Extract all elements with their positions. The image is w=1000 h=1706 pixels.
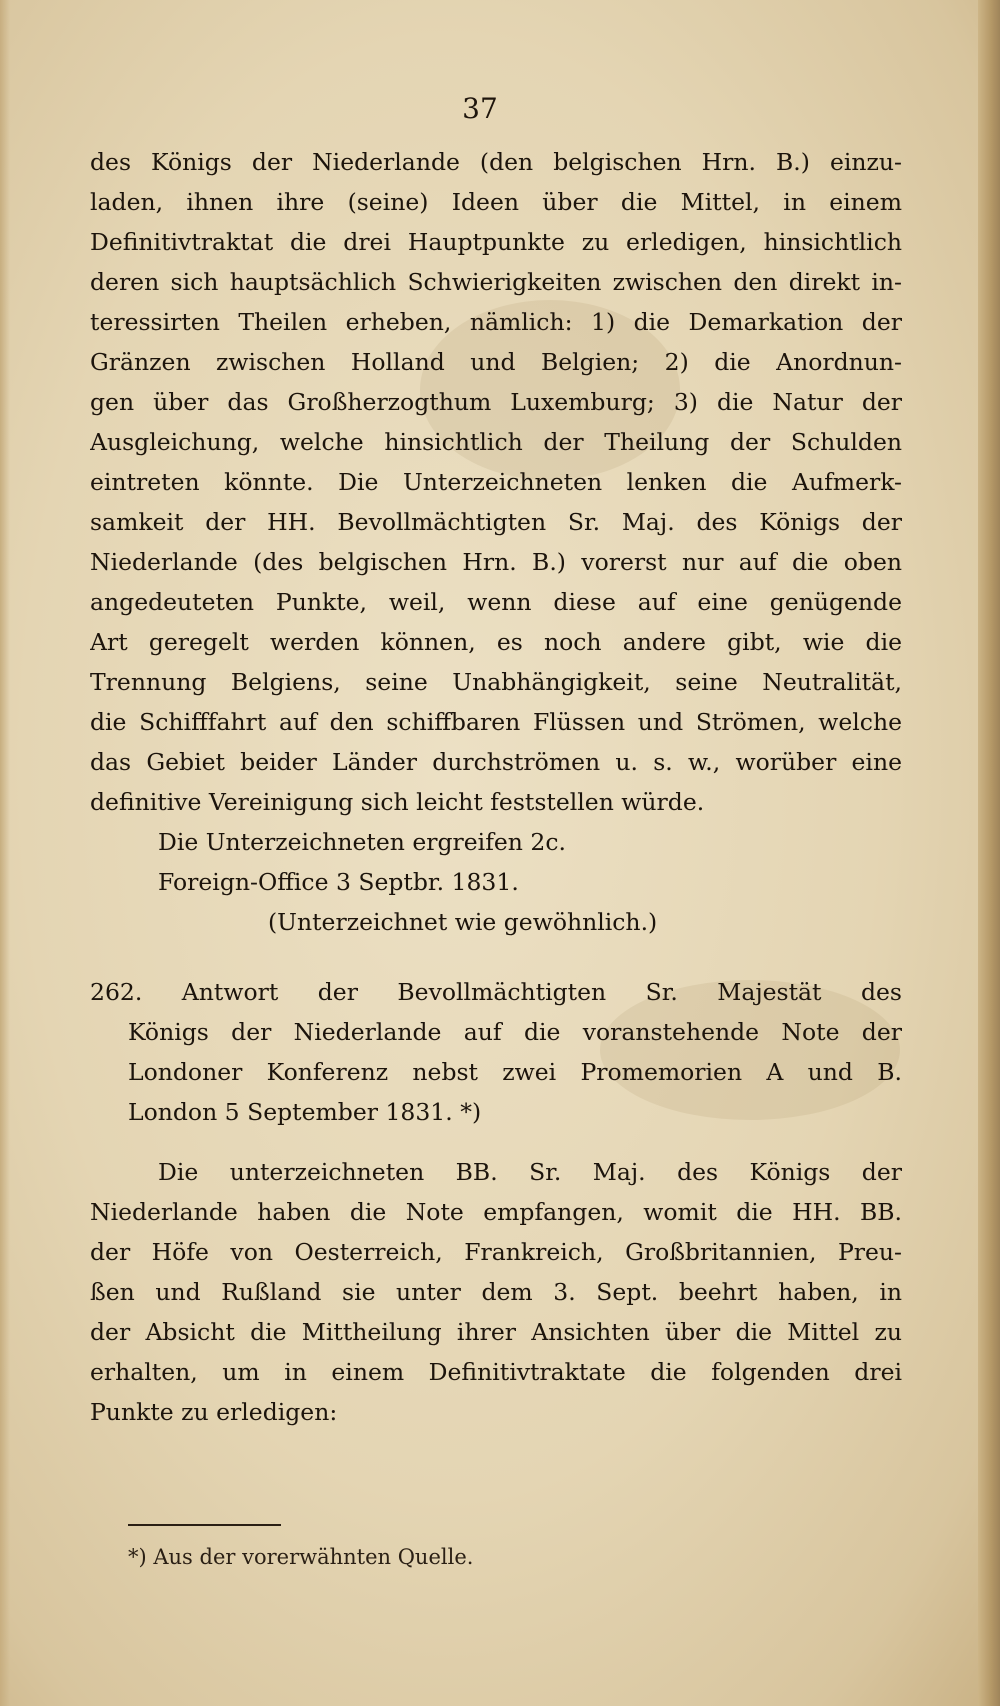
text-line: der Absicht die Mittheilung ihrer Ansichten über die Mittel zu bbox=[90, 1318, 902, 1346]
closing-block bbox=[90, 822, 902, 942]
text-line: des Königs der Niederlande (den belgischen Hrn. B.) einzu- bbox=[90, 148, 902, 176]
text-line: das Gebiet beider Länder durchströmen u. s. w., worüber eine bbox=[90, 748, 902, 776]
text-line: ßen und Rußland sie unter dem 3. Sept. beehrt haben, in bbox=[90, 1278, 902, 1306]
text-line: die Schifffahrt auf den schiffbaren Flüssen und Strömen, welche bbox=[90, 708, 902, 736]
text-line: deren sich hauptsächlich Schwierigkeiten zwischen den direkt in- bbox=[90, 268, 902, 296]
text-line: teressirten Theilen erheben, nämlich: 1) die Demarkation der bbox=[90, 308, 902, 336]
text-line: Niederlande (des belgischen Hrn. B.) vorerst nur auf die oben bbox=[90, 548, 902, 576]
place-date: Foreign-Office 3 Septbr. 1831. bbox=[158, 868, 519, 896]
text-line: Definitivtraktat die drei Hauptpunkte zu erledigen, hinsichtlich bbox=[90, 228, 902, 256]
text-line: angedeuteten Punkte, weil, wenn diese auf eine genügende bbox=[90, 588, 902, 616]
page-edge-left bbox=[0, 0, 10, 1706]
text-line: Art geregelt werden können, es noch andere gibt, wie die bbox=[90, 628, 902, 656]
page-edge-right bbox=[978, 0, 1000, 1706]
paragraph-continued bbox=[90, 142, 902, 822]
closing-formula: Die Unterzeichneten ergreifen 2c. bbox=[158, 828, 566, 856]
page-number: 37 bbox=[462, 92, 498, 125]
text-line: gen über das Großherzogthum Luxemburg; 3) die Natur der bbox=[90, 388, 902, 416]
text-line: erhalten, um in einem Definitivtraktate die folgenden drei bbox=[90, 1358, 902, 1386]
heading-line: London 5 September 1831. *) bbox=[128, 1098, 482, 1126]
text-line: laden, ihnen ihre (seine) Ideen über die Mittel, in einem bbox=[90, 188, 902, 216]
text-line: Niederlande haben die Note empfangen, womit die HH. BB. bbox=[90, 1198, 902, 1226]
heading-line: 262. Antwort der Bevollmächtigten Sr. Majestät des bbox=[90, 978, 902, 1006]
heading-line: Londoner Konferenz nebst zwei Promemorien A und B. bbox=[128, 1058, 902, 1086]
paragraph-reply bbox=[90, 1152, 902, 1432]
text-line: Trennung Belgiens, seine Unabhängigkeit, seine Neutralität, bbox=[90, 668, 902, 696]
text-line: Gränzen zwischen Holland und Belgien; 2) die Anordnun- bbox=[90, 348, 902, 376]
heading-line: Königs der Niederlande auf die voranstehende Note der bbox=[128, 1018, 902, 1046]
text-line: definitive Vereinigung sich leicht feststellen würde. bbox=[90, 788, 705, 816]
footnote: *) Aus der vorerwähnten Quelle. bbox=[128, 1545, 474, 1569]
signature-note: (Unterzeichnet wie gewöhnlich.) bbox=[268, 908, 658, 936]
text-line: Ausgleichung, welche hinsichtlich der Theilung der Schulden bbox=[90, 428, 902, 456]
text-block bbox=[90, 142, 902, 1432]
text-line: samkeit der HH. Bevollmächtigten Sr. Maj. des Königs der bbox=[90, 508, 902, 536]
text-line: der Höfe von Oesterreich, Frankreich, Großbritannien, Preu- bbox=[90, 1238, 902, 1266]
text-line: Die unterzeichneten BB. Sr. Maj. des Königs der bbox=[158, 1158, 902, 1186]
text-line: Punkte zu erledigen: bbox=[90, 1398, 338, 1426]
document-heading bbox=[90, 972, 902, 1132]
text-line: eintreten könnte. Die Unterzeichneten lenken die Aufmerk- bbox=[90, 468, 902, 496]
footnote-rule bbox=[128, 1524, 281, 1526]
